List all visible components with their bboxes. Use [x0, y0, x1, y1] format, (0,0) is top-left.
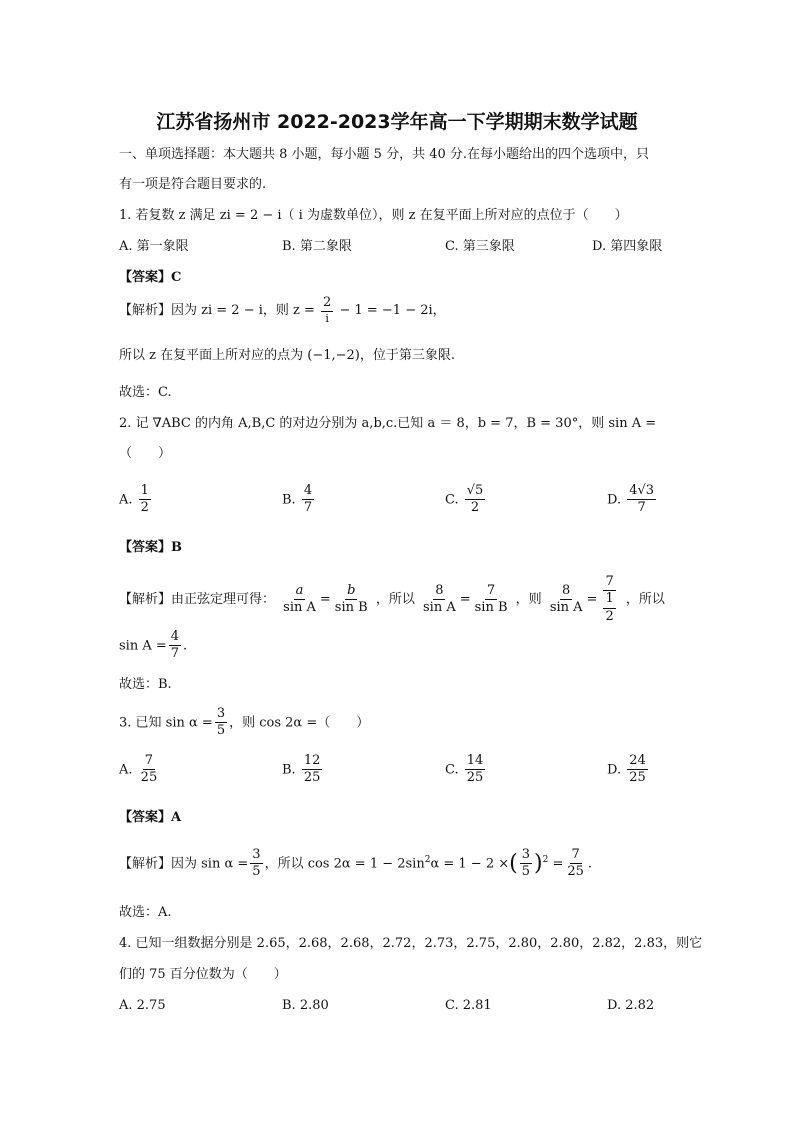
q4-option-d: D. 2.82: [607, 998, 655, 1013]
q3-stem-prefix: 3. 已知 sin α =: [119, 715, 213, 731]
q2-option-c: [445, 484, 487, 516]
q1-option-c: C. 第三象限: [445, 239, 515, 254]
q3-choice: 故选：A.: [119, 905, 172, 920]
q2-option-d: [607, 484, 658, 516]
section-heading-line-2: 有一项是符合题目要求的.: [119, 177, 267, 192]
fraction-denominator: 25: [567, 864, 584, 880]
fraction-numerator: 7: [143, 754, 155, 770]
option-fraction: [627, 484, 656, 516]
option-fraction: [465, 484, 486, 516]
fraction-denominator: 2: [470, 500, 480, 516]
q2-option-b: [282, 484, 316, 516]
fraction-numerator: √5: [465, 484, 486, 500]
fraction-numerator: 4√3: [627, 484, 656, 500]
q3-stem-suffix: ，则 cos 2α =（ ）: [229, 715, 370, 731]
q1-choice: 故选：C.: [119, 385, 172, 400]
right-paren: ): [534, 850, 543, 876]
fraction-denominator: 2: [605, 608, 614, 624]
q1-option-d: D. 第四象限: [592, 239, 663, 254]
option-label: C.: [445, 762, 459, 778]
q2-fraction-4: [473, 584, 510, 616]
q2-analysis-line-2: [119, 630, 187, 662]
fraction-numerator: b: [345, 584, 357, 600]
left-paren: (: [509, 850, 518, 876]
q4-option-b: B. 2.80: [282, 998, 329, 1013]
fraction-denominator: sin A: [549, 599, 583, 615]
fraction-numerator: 4: [302, 484, 314, 500]
q2-answer: 【答案】B: [119, 540, 182, 555]
q2-analysis-prefix: 【解析】由正弦定理可得：: [119, 591, 276, 607]
q3-analysis-fraction-3: [565, 848, 586, 880]
option-label: B.: [282, 762, 296, 778]
q3-analysis-mid: ，所以 cos 2α = 1 − 2sin: [264, 856, 425, 872]
q2-analysis-mid-1: ，所以: [375, 591, 415, 607]
q4-stem-line-1: 4. 已知一组数据分别是 2.65，2.68，2.68，2.72，2.73，2.75，2.80，2.80，2.82，2.83，则它: [119, 936, 703, 951]
fraction-numerator: 1: [603, 592, 615, 608]
option-fraction: [302, 754, 323, 786]
fraction-denominator: 5: [521, 864, 530, 880]
fraction-denominator: 7: [170, 646, 180, 662]
fraction-denominator: 7: [303, 500, 313, 516]
q3-option-b: [282, 754, 324, 786]
q1-analysis: [119, 296, 446, 325]
fraction-numerator: 12: [302, 754, 323, 770]
fraction-numerator: 1: [139, 484, 151, 500]
fraction-numerator: 14: [465, 754, 486, 770]
q3-analysis-end: .: [587, 856, 593, 872]
section-heading-line-1: 一、单项选择题：本大题共 8 小题，每小题 5 分，共 40 分.在每小题给出的四个选项中，只: [119, 147, 650, 162]
q3-analysis-prefix: 【解析】因为 sin α =: [119, 856, 249, 872]
fraction-numerator: 24: [627, 754, 648, 770]
superscript: 2: [542, 854, 549, 865]
fraction-denominator: 25: [303, 770, 321, 786]
q2-analysis-end: ，所以: [625, 591, 665, 607]
fraction-numerator: 8: [560, 584, 572, 600]
q2-line2-fraction: [169, 630, 181, 662]
option-fraction: [627, 754, 648, 786]
fraction-numerator: 8: [433, 584, 445, 600]
q1-analysis-fraction: [321, 296, 333, 325]
q1-analysis-prefix: 【解析】因为 zi = 2 − i，则 z =: [119, 303, 315, 319]
q3-stem-fraction: [215, 707, 227, 739]
q2-line2-prefix: sin A =: [119, 638, 167, 654]
q1-stem: 1. 若复数 z 满足 zi = 2 − i（ i 为虚数单位），则 z 在复平面上所对应的点位于（ ）: [119, 208, 628, 223]
q3-option-d: [607, 754, 650, 786]
nested-fraction: [603, 592, 615, 624]
q3-answer: 【答案】A: [119, 810, 182, 825]
fraction-denominator: 5: [216, 723, 226, 739]
option-fraction: [465, 754, 486, 786]
page-title: 江苏省扬州市 2022-2023学年高一下学期期末数学试题: [156, 111, 638, 133]
q4-option-a: A. 2.75: [119, 998, 166, 1013]
fraction-numerator: a: [294, 584, 306, 600]
q2-fraction-1: [281, 584, 318, 616]
fraction-numerator: 3: [520, 848, 532, 864]
q3-analysis-fraction-2: [520, 848, 532, 880]
q2-line2-suffix: .: [183, 638, 188, 654]
fraction-denominator: [599, 591, 619, 624]
fraction-denominator: sin A: [422, 599, 456, 615]
fraction-denominator: 5: [252, 864, 261, 880]
q2-fraction-5: [548, 584, 585, 616]
q2-stem-line-2: （ ）: [119, 446, 172, 461]
q2-option-a: [119, 484, 153, 516]
option-label: D.: [607, 762, 622, 778]
fraction-denominator: sin B: [334, 599, 368, 615]
fraction-numerator: 3: [215, 707, 227, 723]
option-fraction: [139, 484, 151, 516]
q1-analysis-line-2: 所以 z 在复平面上所对应的点为 (−1,−2)，位于第三象限.: [119, 348, 455, 363]
fraction-denominator: sin A: [283, 599, 316, 615]
q3-analysis-fraction-1: [250, 848, 262, 880]
q1-option-a: A. 第一象限: [119, 239, 189, 254]
fraction-denominator: sin B: [474, 599, 508, 615]
fraction-numerator: 7: [485, 584, 497, 600]
q2-choice: 故选：B.: [119, 677, 172, 692]
q2-fraction-6: [599, 575, 619, 624]
q3-analysis-mid-2: α = 1 − 2 ×: [430, 856, 510, 872]
q1-analysis-suffix: − 1 = −1 − 2i，: [339, 303, 446, 319]
option-fraction: [302, 484, 314, 516]
fraction-denominator: 25: [140, 770, 158, 786]
option-label: C.: [445, 492, 459, 508]
option-fraction: [139, 754, 160, 786]
q2-stem-line-1: 2. 记 ∇ABC 的内角 A,B,C 的对边分别为 a,b,c.已知 a ＝ 8，b = 7，B = 30°，则 sin A =: [119, 416, 657, 431]
q3-option-c: [445, 754, 487, 786]
fraction-denominator: i: [325, 312, 329, 326]
q3-analysis: [119, 848, 592, 880]
q2-fraction-2: [333, 584, 370, 616]
q3-stem: [119, 707, 369, 739]
q3-option-a: [119, 754, 161, 786]
option-label: A.: [119, 762, 133, 778]
fraction-numerator: 4: [169, 630, 181, 646]
q1-answer: 【答案】C: [119, 270, 182, 285]
q2-analysis-mid-2: ，则: [515, 591, 542, 607]
fraction-denominator: 25: [629, 770, 646, 786]
equals-sign: =: [552, 856, 564, 872]
fraction-numerator: 2: [321, 296, 333, 312]
fraction-denominator: 2: [140, 500, 149, 516]
option-label: B.: [282, 492, 296, 508]
option-label: D.: [607, 492, 622, 508]
q4-option-c: C. 2.81: [445, 998, 492, 1013]
option-label: A.: [119, 492, 133, 508]
fraction-numerator: 7: [570, 848, 582, 864]
fraction-denominator: 25: [466, 770, 484, 786]
fraction-numerator: 3: [250, 848, 262, 864]
q2-fraction-3: [421, 584, 458, 616]
q4-stem-line-2: 们的 75 百分位数为（ ）: [119, 967, 287, 982]
fraction-numerator: 7: [603, 575, 615, 591]
superscript: 2: [424, 854, 431, 865]
fraction-denominator: 7: [637, 500, 646, 516]
q1-option-b: B. 第二象限: [282, 239, 352, 254]
q2-analysis: 【解析】由正弦定理可得： $\frac{a}{\text{sin A}}$ = $\frac{b}{\text{sin B}}$ ，所以 $\frac{8}{\text{sin A}}$ = $\frac{7}{\text{sin B}}$ ，则 $\frac{8}{\text{sin A}}$ = $\frac{7}{\frac{1}{2}}$ ，所以: [119, 574, 665, 624]
